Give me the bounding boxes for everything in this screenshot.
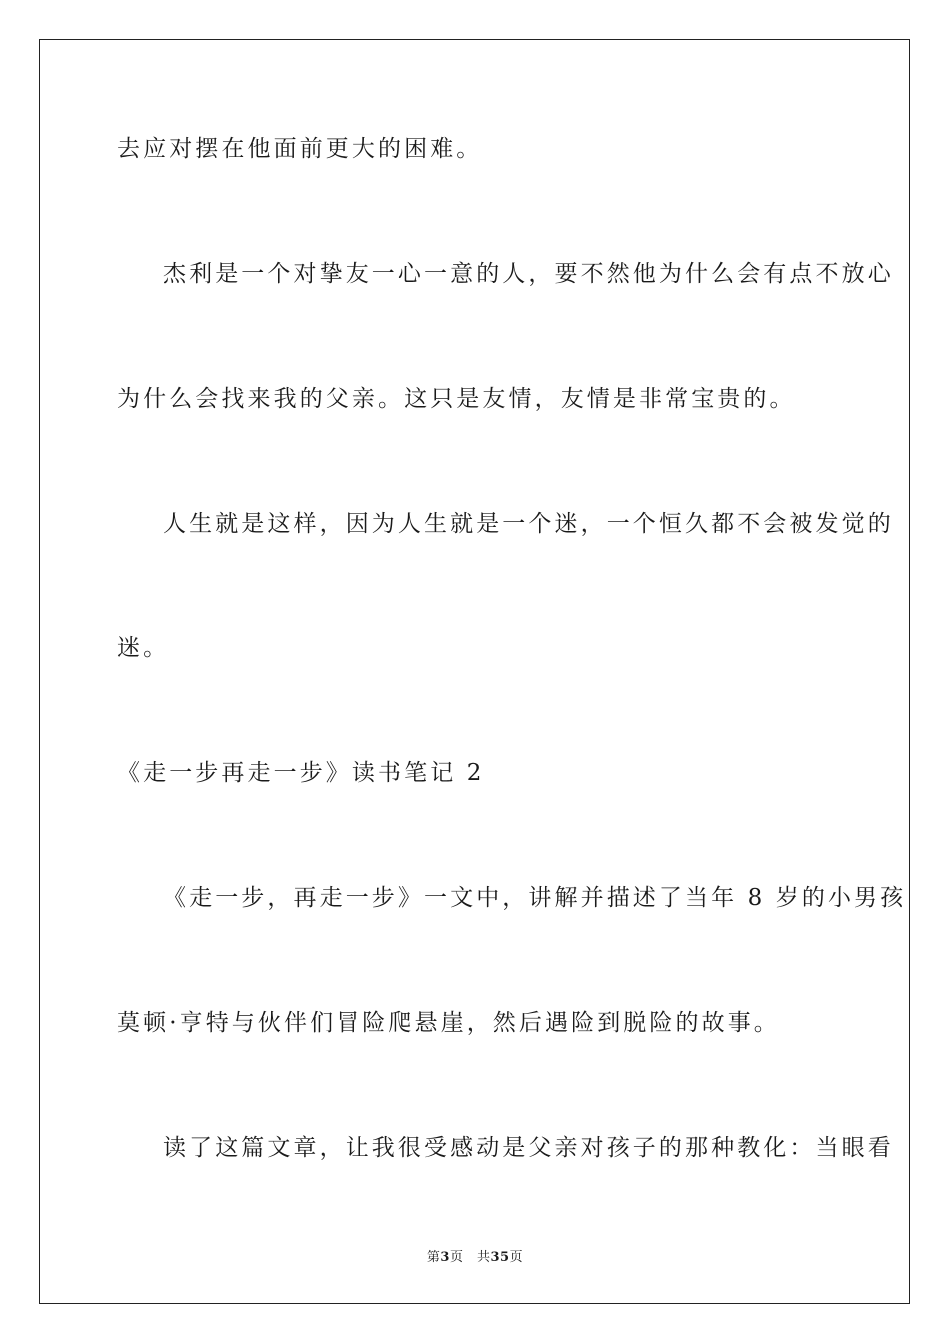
- text-line-1: 去应对摆在他面前更大的困难。: [117, 136, 483, 162]
- text-line-3: 为什么会找来我的父亲。这只是友情，友情是非常宝贵的。: [117, 386, 796, 412]
- footer-page-number: 3: [440, 1250, 450, 1265]
- text-line-8: 莫顿·亨特与伙伴们冒险爬悬崖，然后遇险到脱险的故事。: [117, 1010, 780, 1036]
- footer-total-pages: 35: [490, 1250, 510, 1265]
- footer-mid: 页 共: [449, 1250, 491, 1265]
- text-line-9: 读了这篇文章，让我很受感动是父亲对孩子的那种教化：当眼看: [163, 1135, 894, 1161]
- section-heading: 《走一步再走一步》读书笔记 2: [117, 760, 485, 786]
- page-footer: [0, 1246, 950, 1265]
- text-line-4: 人生就是这样，因为人生就是一个迷，一个恒久都不会被发觉的: [163, 511, 894, 537]
- text-line-7: 《走一步，再走一步》一文中，讲解并描述了当年 8 岁的小男孩: [163, 885, 907, 911]
- text-line-5: 迷。: [117, 635, 170, 661]
- footer-suffix: 页: [509, 1250, 524, 1265]
- text-line-2: 杰利是一个对挚友一心一意的人，要不然他为什么会有点不放心: [163, 261, 894, 287]
- footer-prefix: 第: [426, 1250, 441, 1265]
- page-border: [39, 39, 910, 1304]
